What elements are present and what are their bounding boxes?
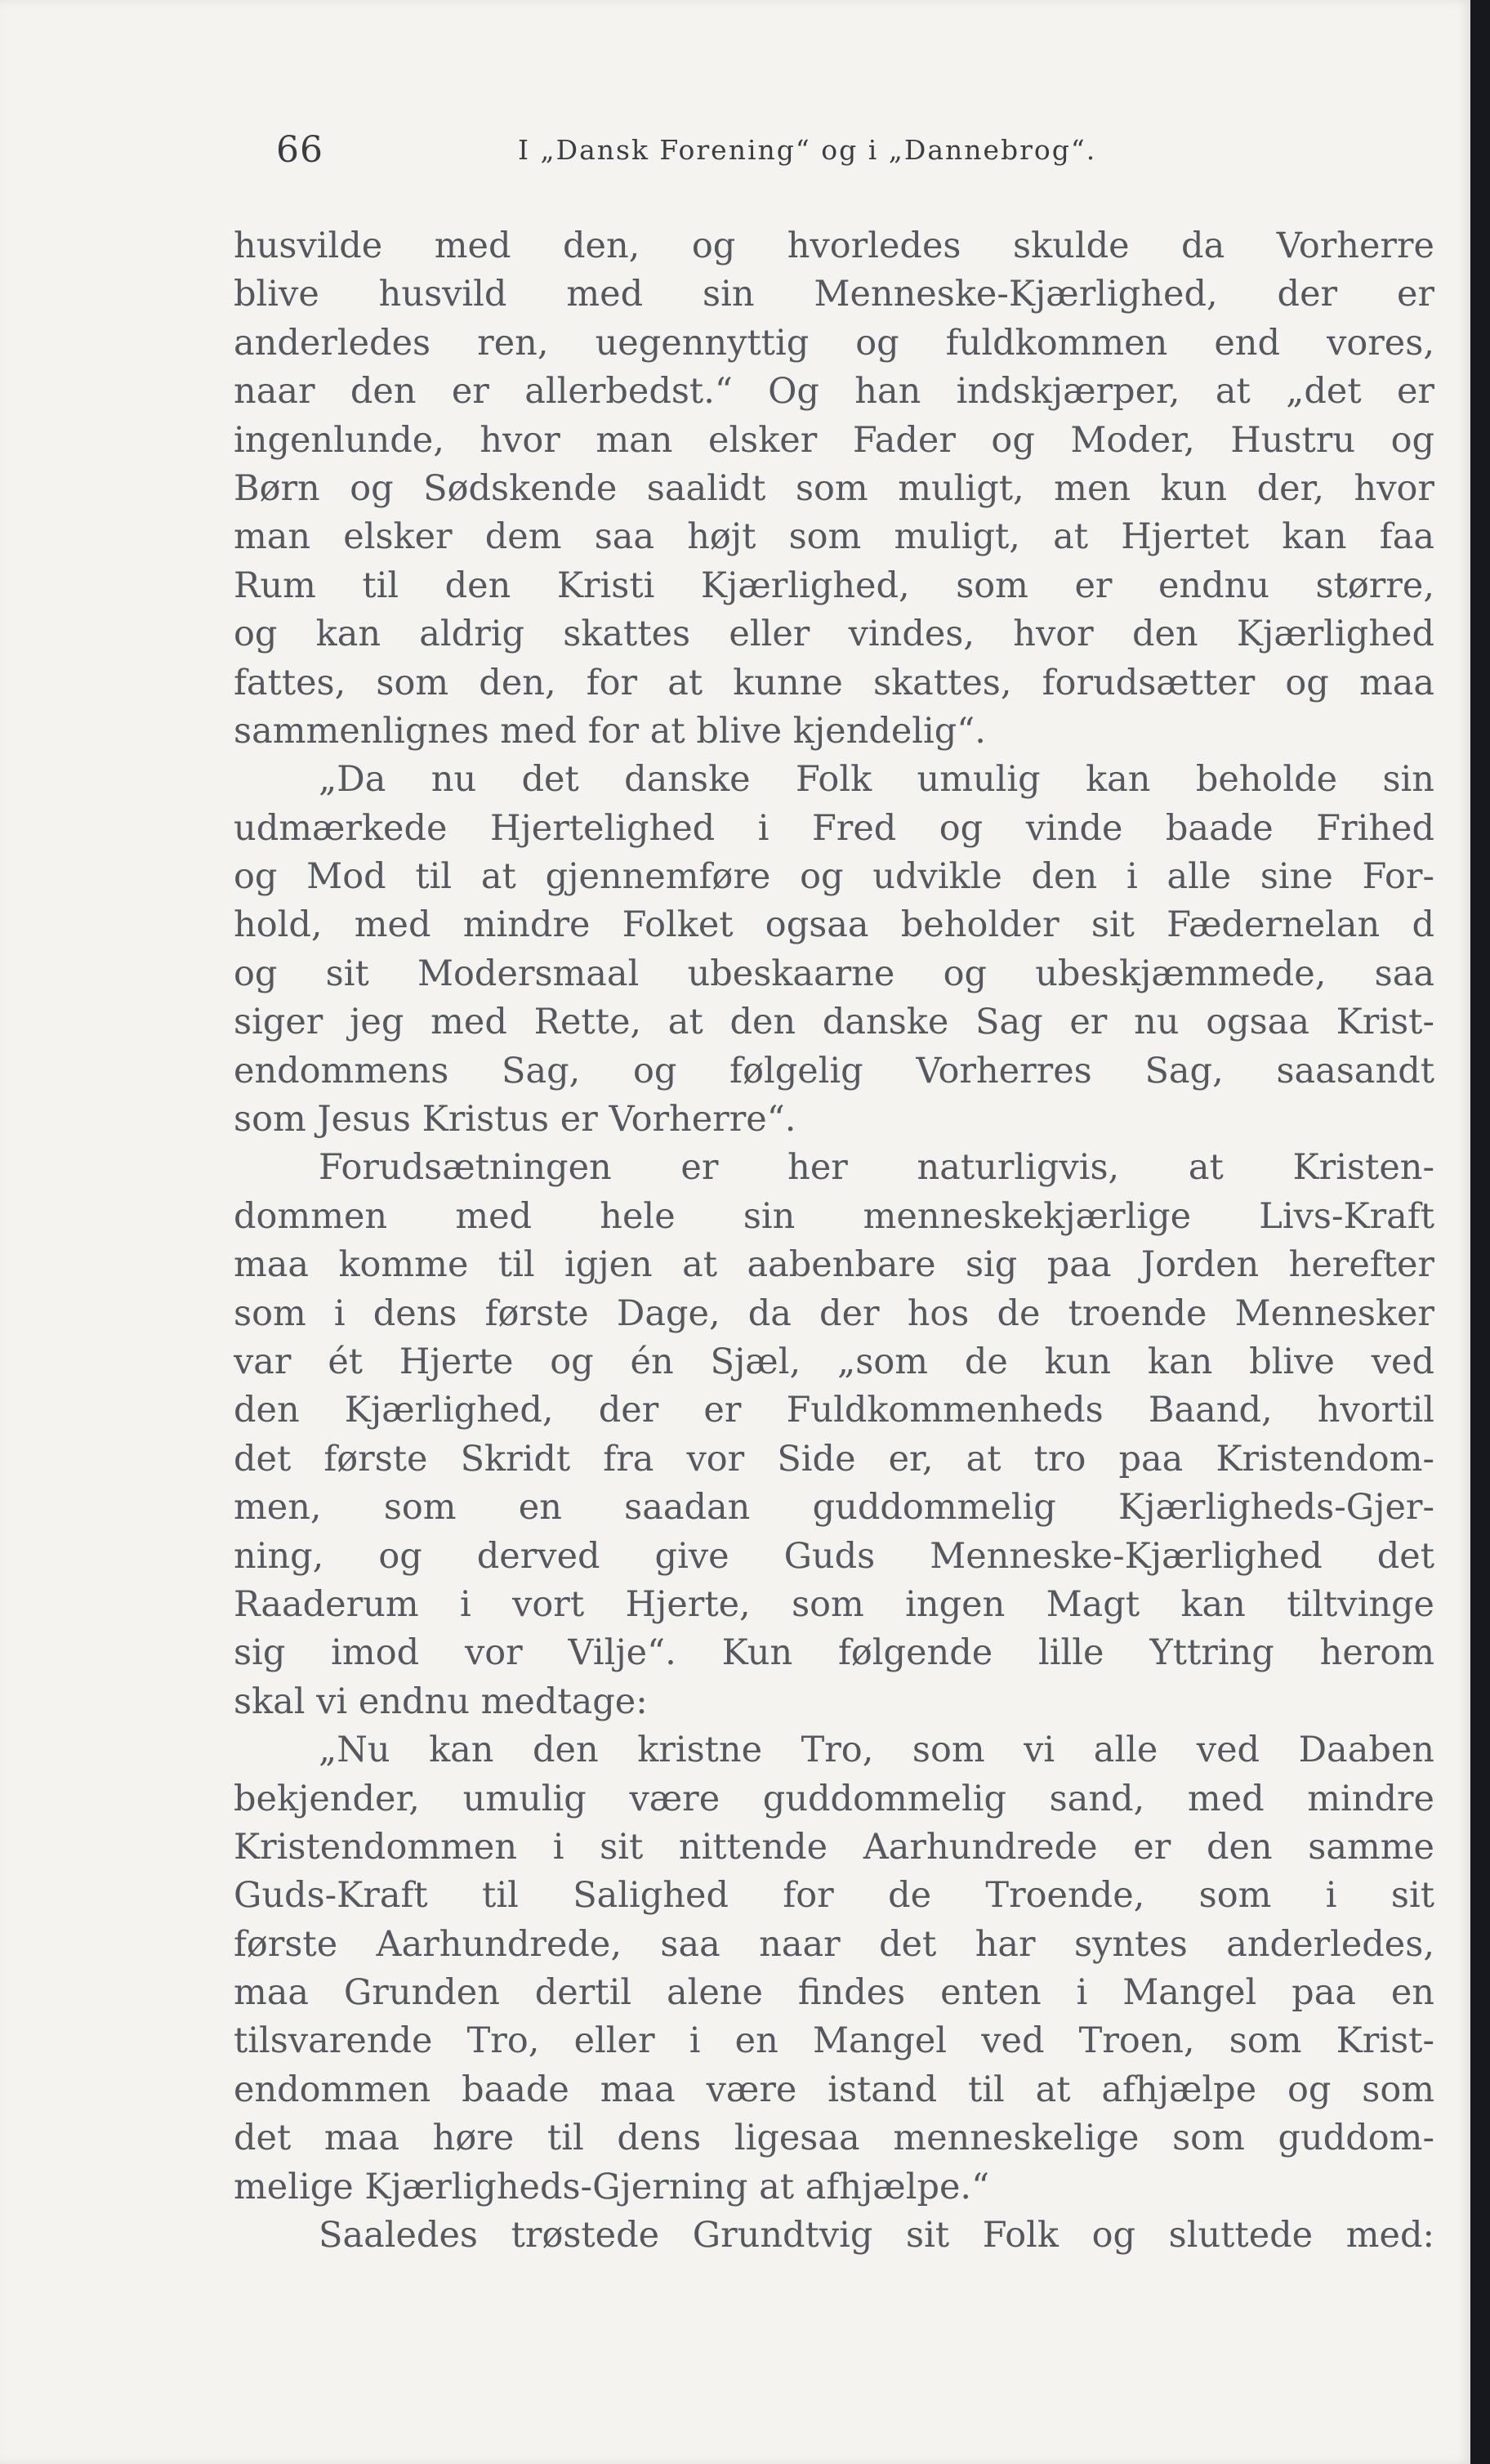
text-line: Rum til den Kristi Kjærlighed, som er endnu større,: [234, 565, 1434, 606]
text-line: det maa høre til dens ligesaa menneskelige som guddom-: [234, 2118, 1434, 2159]
text-line: Kristendommen i sit nittende Aarhundrede er den samme: [234, 1826, 1434, 1868]
text-line: sig imod vor Vilje“. Kun følgende lille Yttring herom: [234, 1632, 1434, 1674]
page-edge: [1470, 0, 1490, 2464]
running-title: I „Dansk Forening“ og i „Dannebrog“.: [518, 134, 1097, 166]
text-line: Forudsætningen er her naturligvis, at Kristen-: [319, 1147, 1434, 1189]
text-line: skal vi endnu medtage:: [234, 1681, 648, 1722]
text-line: maa Grunden dertil alene findes enten i Mangel paa en: [234, 1972, 1434, 2014]
text-line: anderledes ren, uegennyttig og fuldkommen end vores,: [234, 322, 1434, 364]
page-header: [234, 123, 1434, 180]
text-line: naar den er allerbedst.“ Og han indskjærper, at „det er: [234, 371, 1434, 413]
text-line: „Da nu det danske Folk umulig kan beholde sin: [319, 759, 1434, 801]
body-text: [234, 222, 1434, 2260]
text-line: første Aarhundrede, saa naar det har syntes anderledes,: [234, 1923, 1434, 1965]
text-line: og Mod til at gjennemføre og udvikle den i alle sine For-: [234, 856, 1434, 898]
text-line: endommen baade maa være istand til at afhjælpe og som: [234, 2069, 1434, 2110]
text-line: men, som en saadan guddommelig Kjærligheds-Gjer-: [234, 1487, 1434, 1529]
text-line: blive husvild med sin Menneske-Kjærlighed, der er: [234, 274, 1434, 315]
text-line: sammenlignes med for at blive kjendelig“.: [234, 710, 986, 752]
text-line: og sit Modersmaal ubeskaarne og ubeskjæmmede, saa: [234, 953, 1434, 994]
text-line: husvilde med den, og hvorledes skulde da Vorherre: [234, 225, 1434, 266]
text-line: „Nu kan den kristne Tro, som vi alle ved Daaben: [319, 1730, 1434, 1771]
text-line: bekjender, umulig være guddommelig sand, med mindre: [234, 1778, 1434, 1819]
text-line: Saaledes trøstede Grundtvig sit Folk og sluttede med:: [319, 2215, 1434, 2256]
text-line: tilsvarende Tro, eller i en Mangel ved Troen, som Krist-: [234, 2020, 1434, 2062]
text-line: Guds-Kraft til Salighed for de Troende, som i sit: [234, 1875, 1434, 1917]
text-line: som Jesus Kristus er Vorherre“.: [234, 1099, 796, 1140]
text-line: var ét Hjerte og én Sjæl, „som de kun kan blive ved: [234, 1341, 1434, 1382]
page-number: 66: [276, 129, 323, 171]
text-line: og kan aldrig skattes eller vindes, hvor den Kjærlighed: [234, 614, 1434, 655]
text-line: siger jeg med Rette, at den danske Sag er nu ogsaa Krist-: [234, 1002, 1434, 1043]
text-line: man elsker dem saa højt som muligt, at Hjertet kan faa: [234, 516, 1434, 558]
text-line: udmærkede Hjertelighed i Fred og vinde baade Frihed: [234, 807, 1434, 849]
text-line: endommens Sag, og følgelig Vorherres Sag, saasandt: [234, 1050, 1434, 1091]
text-line: maa komme til igjen at aabenbare sig paa Jorden herefter: [234, 1244, 1434, 1286]
text-line: fattes, som den, for at kunne skattes, forudsætter og maa: [234, 662, 1434, 703]
text-line: Børn og Sødskende saalidt som muligt, men kun der, hvor: [234, 467, 1434, 509]
text-line: ning, og derved give Guds Menneske-Kjærlighed det: [234, 1535, 1434, 1577]
text-line: som i dens første Dage, da der hos de troende Mennesker: [234, 1292, 1434, 1334]
text-line: ingenlunde, hvor man elsker Fader og Moder, Hustru og: [234, 419, 1434, 461]
text-line: hold, med mindre Folket ogsaa beholder sit Fædernelan d: [234, 904, 1434, 946]
text-line: det første Skridt fra vor Side er, at tro paa Kristendom-: [234, 1438, 1434, 1480]
text-line: Raaderum i vort Hjerte, som ingen Magt kan tiltvinge: [234, 1583, 1434, 1625]
text-line: melige Kjærligheds-Gjerning at afhjælpe.“: [234, 2166, 990, 2207]
text-line: dommen med hele sin menneskekjærlige Livs-Kraft: [234, 1195, 1434, 1237]
text-line: den Kjærlighed, der er Fuldkommenheds Baand, hvortil: [234, 1390, 1434, 1431]
